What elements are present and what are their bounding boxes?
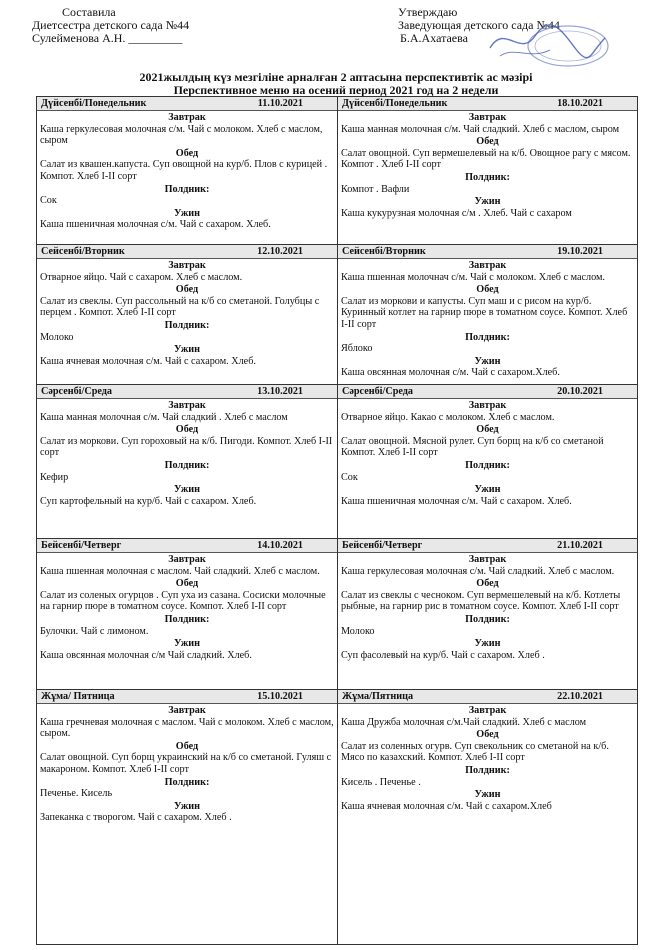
day-name: Сәрсенбі/Среда [342, 386, 413, 397]
snack-heading: Полдник: [164, 776, 210, 788]
lunch-text: Салат из моркови и капусты. Суп маш и с рисом на кур/б. Куринный котлет на гарнир пюре в томатном соусе. Компот. Хлеб I-II сорт [341, 295, 628, 330]
compiler-name: Сулейменова А.Н. _________ [32, 31, 183, 45]
day-header [338, 690, 637, 704]
breakfast-heading: Завтрак [168, 400, 206, 411]
breakfast-text: Каша манная молочная с/м. Чай сладкий. Хлеб с маслом, сыром [341, 123, 620, 135]
day-row [37, 97, 638, 245]
lunch-heading: Обед [476, 424, 499, 436]
day-date: 13.10.2021 [257, 386, 303, 397]
week1-day-cell [37, 690, 338, 945]
snack-heading: Полдник: [164, 183, 210, 195]
compiler-position: Диетсестра детского сада №44 [32, 18, 190, 32]
snack-text: Сок [341, 471, 358, 483]
snack-heading: Полдник: [465, 171, 510, 183]
dinner-heading: Ужин [174, 484, 200, 496]
menu-table [36, 96, 638, 945]
compiler-title: Составила [62, 5, 116, 19]
lunch-heading: Обед [175, 740, 199, 752]
breakfast-heading: Завтрак [168, 554, 206, 565]
snack-text: Компот . Вафли [341, 183, 410, 195]
day-header [338, 385, 637, 399]
snack-text: Молоко [341, 625, 375, 637]
approval-title: Утверждаю [398, 5, 458, 19]
day-name: Бейсенбі/Четверг [41, 540, 122, 551]
day-date: 18.10.2021 [557, 98, 603, 109]
lunch-heading: Обед [175, 424, 199, 436]
lunch-heading: Обед [175, 147, 199, 159]
lunch-heading: Обед [476, 578, 499, 590]
day-name: Сейсенбі/Вторник [41, 246, 125, 257]
signature-stamp [480, 18, 610, 68]
breakfast-heading: Завтрак [468, 705, 507, 716]
lunch-text: Салат из квашен.капуста. Суп овощной на кур/б. Плов с курицей . Компот. Хлеб I-II сорт [40, 159, 328, 182]
snack-heading: Полдник: [465, 764, 510, 776]
breakfast-text: Каша пшенная молочная с маслом. Чай сладкий. Хлеб с маслом. [40, 565, 320, 577]
day-header [338, 97, 637, 111]
breakfast-heading: Завтрак [168, 112, 206, 123]
dinner-heading: Ужин [474, 484, 501, 496]
snack-text: Молоко [40, 331, 74, 343]
snack-text: Кисель . Печенье . [341, 776, 421, 788]
day-header [37, 97, 337, 111]
snack-heading: Полдник: [164, 319, 210, 331]
breakfast-text: Каша гречневая молочная с маслом. Чай с молоком. Хлеб с маслом, сыром. [40, 716, 334, 740]
breakfast-text: Отварное яйцо. Какао с молоком. Хлеб с маслом. [341, 411, 555, 423]
day-header [37, 385, 337, 399]
breakfast-heading: Завтрак [168, 260, 206, 271]
snack-text: Кефир [40, 471, 69, 483]
dinner-heading: Ужин [474, 196, 501, 208]
day-name: Сәрсенбі/Среда [41, 386, 112, 397]
compiler-block [32, 6, 189, 45]
lunch-heading: Обед [175, 578, 199, 590]
snack-text: Булочки. Чай с лимоном. [40, 625, 149, 637]
day-date: 11.10.2021 [257, 98, 303, 109]
day-header [37, 539, 337, 553]
breakfast-heading: Завтрак [468, 400, 507, 411]
day-header [37, 690, 337, 704]
lunch-text: Салат овощной. Мясной рулет. Суп борщ на к/б со сметаной Компот. Хлеб I-II сорт [341, 435, 604, 459]
day-name: Жұма/Пятница [342, 691, 414, 702]
lunch-text: Салат из свеклы с чесноком. Суп вермешелевый на к/б. Котлеты рыбные, на гарнир рис в томатном соусе. Компот. Хлеб I-II сорт [341, 589, 621, 613]
dinner-text: Суп фасолевый на кур/б. Чай с сахаром. Хлеб . [341, 649, 545, 661]
dinner-heading: Ужин [474, 638, 501, 650]
lunch-text: Салат овощной. Суп борщ украинский на к/б со сметаной. Гуляш с макароном. Компот. Хлеб I-II сорт [40, 752, 332, 775]
week2-day-cell [338, 385, 638, 539]
day-name: Жұма/ Пятница [41, 691, 115, 702]
day-header [338, 539, 637, 553]
lunch-heading: Обед [476, 729, 499, 741]
snack-text: Яблоко [341, 343, 373, 355]
week2-day-cell [338, 97, 638, 245]
lunch-text: Салат из соленных огурв. Суп свекольник со сметаной на к/б. Мясо по казахский. Компот. Хлеб I-II сорт [341, 740, 609, 764]
breakfast-text: Отварное яйцо. Чай с сахаром. Хлеб с маслом. [40, 271, 243, 283]
day-name: Дүйсенбі/Понедельник [41, 98, 147, 109]
breakfast-heading: Завтрак [168, 705, 206, 716]
week1-day-cell [37, 385, 338, 539]
lunch-text: Салат овощной. Суп вермешелевый на к/б. Овощное рагу с мясом. Компот . Хлеб I-II сорт [341, 147, 631, 171]
title-kazakh: 2021жылдың күз мезгіліне арналған 2 аптасына перспективтік ас мәзірі [139, 70, 533, 84]
lunch-text: Салат из моркови. Суп гороховый на к/б. Пигоди. Компот. Хлеб I-II сорт [40, 435, 333, 459]
week1-day-cell [37, 539, 338, 690]
lunch-text: Салат из свеклы. Суп рассольный на к/б со сметаной. Голубцы с перцем . Компот. Хлеб I-II сорт [40, 295, 320, 319]
snack-heading: Полдник: [164, 459, 210, 471]
dinner-text: Каша кукурузная молочная с/м . Хлеб. Чай с сахаром [341, 207, 572, 219]
lunch-text: Салат из соленых огурцов . Суп уха из сазана. Сосиски молочные на гарнир пюре в томатном соусе. Компот. Хлеб I-II сорт [40, 589, 326, 613]
title-russian: Перспективное меню на осений период 2021 год на 2 недели [173, 83, 499, 97]
day-date: 21.10.2021 [557, 540, 603, 551]
day-row [37, 385, 638, 539]
day-date: 22.10.2021 [557, 691, 603, 702]
day-row [37, 539, 638, 690]
week1-day-cell [37, 97, 338, 245]
breakfast-text: Каша Дружба молочная с/м.Чай сладкий. Хлеб с маслом [341, 716, 587, 728]
day-date: 15.10.2021 [257, 691, 303, 702]
dinner-text: Каша овсянная молочная с/м. Чай с сахаром.Хлеб. [341, 367, 560, 379]
day-date: 20.10.2021 [557, 386, 603, 397]
dinner-heading: Ужин [174, 800, 200, 812]
day-header [338, 245, 637, 259]
breakfast-heading: Завтрак [468, 554, 507, 565]
dinner-text: Каша овсянная молочная с/м Чай сладкий. Хлеб. [40, 649, 252, 661]
lunch-heading: Обед [175, 284, 199, 296]
snack-heading: Полдник: [164, 613, 210, 625]
dinner-heading: Ужин [474, 789, 501, 801]
dinner-heading: Ужин [474, 355, 501, 367]
breakfast-text: Каша геркулесовая молочная с/м. Чай сладкий. Хлеб с маслом. [341, 565, 615, 577]
breakfast-heading: Завтрак [468, 260, 507, 271]
dinner-heading: Ужин [174, 638, 200, 650]
approval-name: Б.А.Ахатаева [400, 31, 468, 45]
lunch-heading: Обед [476, 136, 499, 148]
day-row [37, 245, 638, 385]
breakfast-text: Каша пшенная молочнач с/м. Чай с молоком. Хлеб с маслом. [341, 271, 605, 283]
dinner-heading: Ужин [174, 344, 200, 356]
week1-day-cell [37, 245, 338, 385]
snack-heading: Полдник: [465, 331, 510, 343]
approval-position: Заведующая детского сада №44 [398, 18, 560, 32]
breakfast-text: Каша манная молочная с/м. Чай сладкий . Хлеб с маслом [40, 411, 288, 423]
snack-heading: Полдник: [465, 459, 510, 471]
breakfast-heading: Завтрак [468, 112, 507, 123]
breakfast-text: Каша геркулесовая молочная с/м. Чай с молоком. Хлеб с маслом, сыром [40, 123, 323, 147]
dinner-heading: Ужин [174, 207, 200, 219]
dinner-text: Каша ячневая молочная с/м. Чай с сахаром.Хлеб [341, 800, 552, 812]
day-date: 14.10.2021 [257, 540, 303, 551]
dinner-text: Запеканка с творогом. Чай с сахаром. Хлеб . [40, 812, 232, 824]
snack-text: Сок [40, 195, 57, 207]
snack-text: Печенье. Кисель [40, 788, 113, 800]
day-date: 12.10.2021 [257, 246, 303, 257]
day-name: Сейсенбі/Вторник [342, 246, 426, 257]
day-date: 19.10.2021 [557, 246, 603, 257]
week2-day-cell [338, 539, 638, 690]
dinner-text: Каша ячневая молочная с/м. Чай с сахаром. Хлеб. [40, 355, 256, 367]
day-name: Дүйсенбі/Понедельник [342, 98, 448, 109]
lunch-heading: Обед [476, 284, 499, 296]
week2-day-cell [338, 690, 638, 945]
day-header [37, 245, 337, 259]
dinner-text: Каша пшеничная молочная с/м. Чай с сахаром. Хлеб. [341, 495, 572, 507]
dinner-text: Суп картофельный на кур/б. Чай с сахаром. Хлеб. [40, 495, 257, 507]
day-name: Бейсенбі/Четверг [342, 540, 423, 551]
snack-heading: Полдник: [465, 613, 510, 625]
dinner-text: Каша пшеничная молочная с/м. Чай с сахаром. Хлеб. [40, 219, 271, 231]
week2-day-cell [338, 245, 638, 385]
day-row [37, 690, 638, 945]
